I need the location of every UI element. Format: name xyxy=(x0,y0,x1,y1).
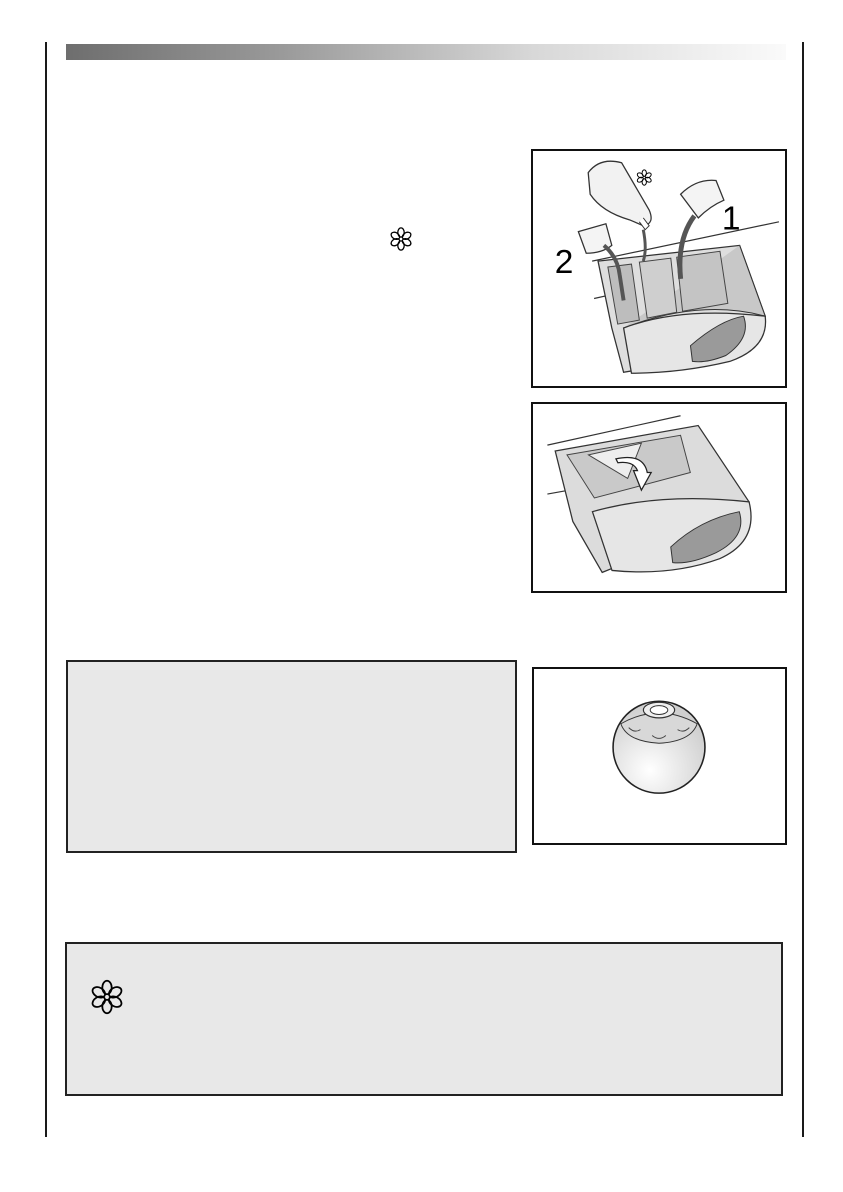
note-box-softener xyxy=(65,942,783,1096)
note-box-dosing xyxy=(66,660,517,853)
header-gradient-bar xyxy=(66,44,786,60)
compartment-label-1: 1 xyxy=(721,200,741,238)
fabric-softener-flower-icon xyxy=(388,226,414,252)
fabric-softener-flower-icon xyxy=(88,977,126,1017)
right-margin-line xyxy=(802,42,804,1137)
figure-dosing-ball xyxy=(532,667,787,845)
figure-dispenser-insert xyxy=(531,402,787,593)
compartment-label-2: 2 xyxy=(554,243,574,281)
figure-dispenser-filling xyxy=(531,149,787,388)
left-margin-line xyxy=(45,42,47,1137)
